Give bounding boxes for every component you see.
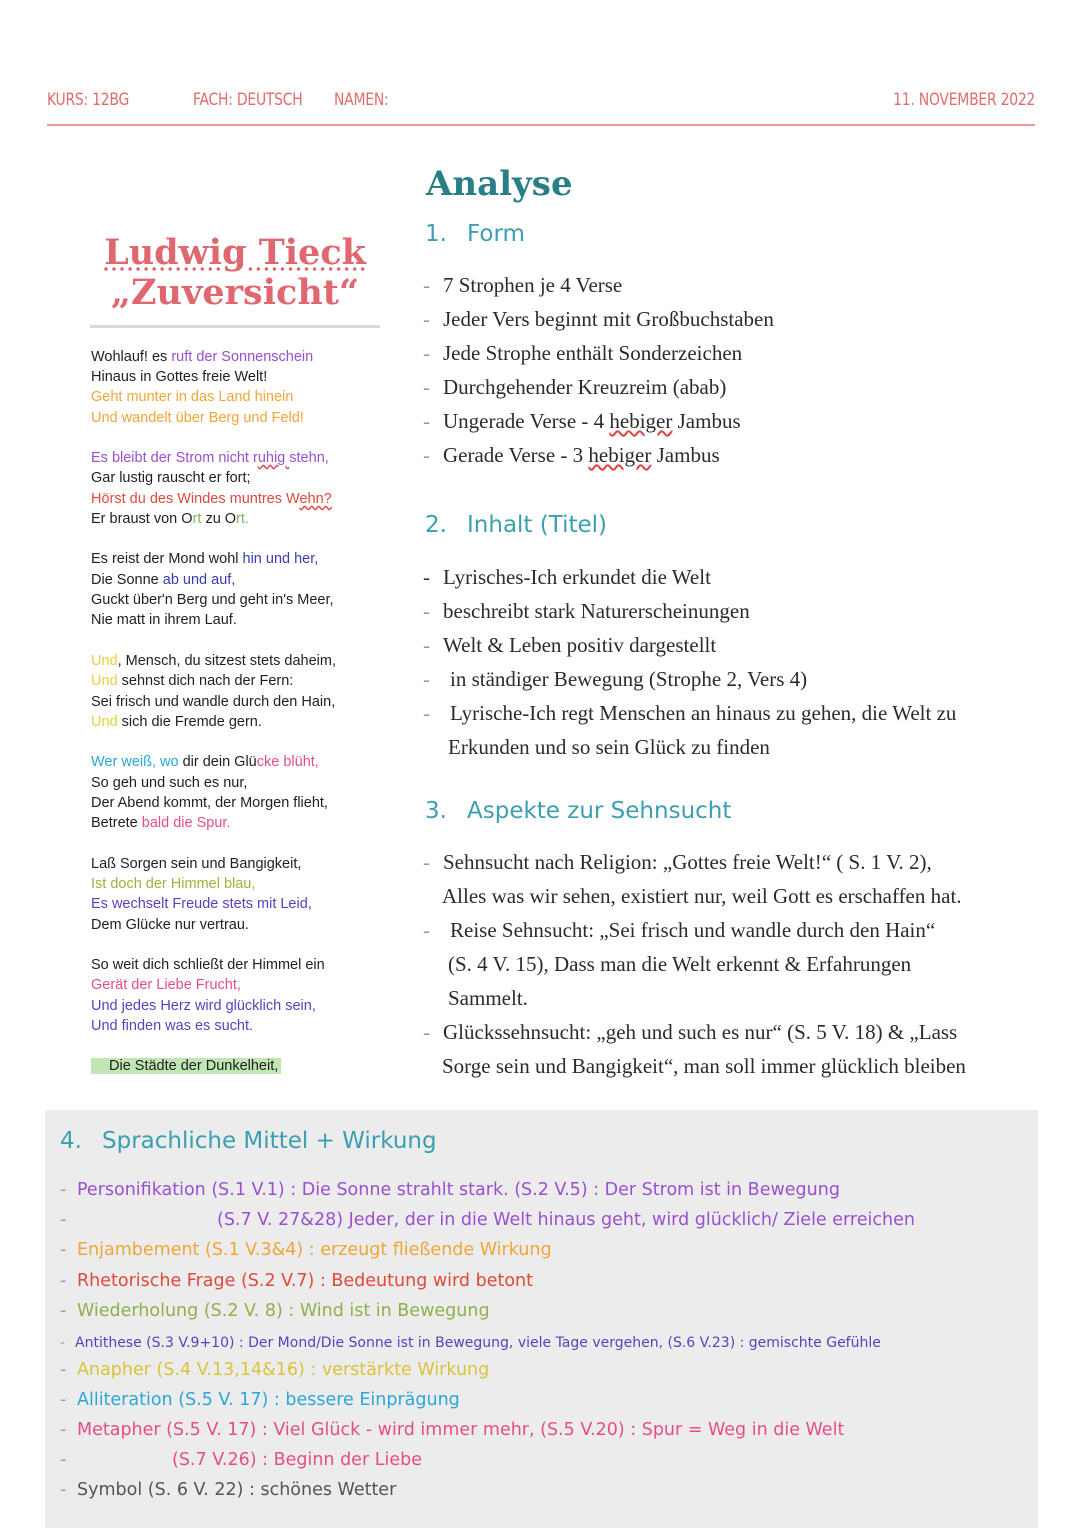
poem-line-3-4: Nie matt in ihrem Lauf. <box>91 612 237 628</box>
course-label: KURS: 12BG <box>47 90 130 110</box>
sehnsucht-item: - Glückssehnsucht: „geh und such es nur“ (S. 5 V. 18) & „Lass <box>423 1020 958 1044</box>
poem-last-line <box>91 1058 281 1074</box>
section-heading-sehnsucht: 3. Aspekte zur Sehnsucht <box>425 798 732 824</box>
form-item: - Jeder Vers beginnt mit Großbuchstaben <box>423 307 774 331</box>
section-heading-inhalt: 2. Inhalt (Titel) <box>425 512 607 538</box>
sehnsucht-item-continued: Sorge sein und Bangigkeit“, man soll immer glücklich bleiben <box>442 1054 966 1078</box>
stylistic-device-item: - Wiederholung (S.2 V. 8) : Wind ist in Bewegung <box>60 1301 490 1321</box>
inhalt-item-continued: Erkunden und so sein Glück zu finden <box>448 735 770 759</box>
poem-line-7-3: Und jedes Herz wird glücklich sein, <box>91 998 316 1014</box>
poem-line-2-2: Gar lustig rauscht er fort; <box>91 470 251 486</box>
stylistic-device-item: - Personifikation (S.1 V.1) : Die Sonne strahlt stark. (S.2 V.5) : Der Strom ist in Bewegung <box>60 1180 840 1200</box>
form-item: - Ungerade Verse - 4 hebiger Jambus <box>423 409 741 433</box>
inhalt-item: - Lyrische-Ich regt Menschen an hinaus zu gehen, die Welt zu <box>423 701 957 725</box>
section-heading-mittel: 4. Sprachliche Mittel + Wirkung <box>60 1128 437 1154</box>
inhalt-item: - Lyrisches-Ich erkundet die Welt <box>423 565 711 589</box>
inhalt-item: - beschreibt stark Naturerscheinungen <box>423 599 750 623</box>
poem-divider <box>90 325 380 328</box>
poem-line-6-4: Dem Glücke nur vertrau. <box>91 917 249 933</box>
poem-line-7-1: So weit dich schließt der Himmel ein <box>91 957 325 973</box>
poem-line-6-2: Ist doch der Himmel blau, <box>91 876 256 892</box>
poem-title: „Zuversicht“ <box>110 272 360 313</box>
poem-line-6-3: Es wechselt Freude stets mit Leid, <box>91 896 312 912</box>
poem-line-5-1: Wer weiß, wo dir dein Glücke blüht, <box>91 754 319 770</box>
stylistic-device-item: - Metapher (S.5 V. 17) : Viel Glück - wird immer mehr, (S.5 V.20) : Spur = Weg in die Welt <box>60 1420 845 1440</box>
names-label: NAMEN: <box>334 90 389 110</box>
section-heading-form: 1. Form <box>425 221 525 247</box>
inhalt-item: - Welt & Leben positiv dargestellt <box>423 633 717 657</box>
poem-line-3-2: Die Sonne ab und auf, <box>91 572 236 588</box>
form-item: - Jede Strophe enthält Sonderzeichen <box>423 341 743 365</box>
poem-line-1-2: Hinaus in Gottes freie Welt! <box>91 369 268 385</box>
sehnsucht-item: - Sehnsucht nach Religion: „Gottes freie Welt!“ ( S. 1 V. 2), <box>423 850 932 874</box>
poem-line-7-2: Gerät der Liebe Frucht, <box>91 977 241 993</box>
poem-line-6-1: Laß Sorgen sein und Bangigkeit, <box>91 856 302 872</box>
poem-line-4-3: Sei frisch und wandle durch den Hain, <box>91 694 336 710</box>
stylistic-device-item: - Enjambement (S.1 V.3&4) : erzeugt fließende Wirkung <box>60 1240 552 1260</box>
form-item: - Gerade Verse - 3 hebiger Jambus <box>423 443 720 467</box>
poem-line-2-1: Es bleibt der Strom nicht ruhig stehn, <box>91 450 329 466</box>
poem-author: Ludwig Tieck <box>104 232 366 273</box>
analysis-title: Analyse <box>426 164 573 204</box>
sehnsucht-item-continued: Alles was wir sehen, existiert nur, weil Gott es erschaffen hat. <box>442 884 962 908</box>
poem-line-5-3: Der Abend kommt, der Morgen flieht, <box>91 795 328 811</box>
poem-line-2-3: Hörst du des Windes muntres Wehn? <box>91 491 332 507</box>
sehnsucht-item: - Reise Sehnsucht: „Sei frisch und wandle durch den Hain“ <box>423 918 936 942</box>
stylistic-device-item: - (S.7 V. 27&28) Jeder, der in die Welt hinaus geht, wird glücklich/ Ziele erreichen <box>60 1210 915 1230</box>
stylistic-device-item: - Alliteration (S.5 V. 17) : bessere Einprägung <box>60 1390 460 1410</box>
poem-line-2-4: Er braust von Ort zu Ort. <box>91 511 249 527</box>
poem-line-3-1: Es reist der Mond wohl hin und her, <box>91 551 319 567</box>
stylistic-device-item: - Rhetorische Frage (S.2 V.7) : Bedeutung wird betont <box>60 1271 533 1291</box>
sehnsucht-item-continued: Sammelt. <box>448 986 528 1010</box>
inhalt-item: - in ständiger Bewegung (Strophe 2, Vers 4) <box>423 667 808 691</box>
page-header <box>47 88 1035 114</box>
sehnsucht-item-continued: (S. 4 V. 15), Dass man die Welt erkennt & Erfahrungen <box>448 952 912 976</box>
form-item: - Durchgehender Kreuzreim (abab) <box>423 375 727 399</box>
header-divider <box>47 124 1035 126</box>
poem-line-5-2: So geh und such es nur, <box>91 775 248 791</box>
stylistic-device-item: - Symbol (S. 6 V. 22) : schönes Wetter <box>60 1480 397 1500</box>
poem-line-4-1: Und, Mensch, du sitzest stets daheim, <box>91 653 337 669</box>
poem-line-4-4: Und sich die Fremde gern. <box>91 714 262 730</box>
stylistic-device-item: - (S.7 V.26) : Beginn der Liebe <box>60 1450 422 1470</box>
stylistic-device-item: - Anapher (S.4 V.13,14&16) : verstärkte Wirkung <box>60 1360 490 1380</box>
poem-line-3-3: Guckt über'n Berg und geht in's Meer, <box>91 592 334 608</box>
poem-line-5-4: Betrete bald die Spur. <box>91 815 231 831</box>
poem-line-1-4: Und wandelt über Berg und Feld! <box>91 410 304 426</box>
poem-line-4-2: Und sehnst dich nach der Fern: <box>91 673 294 689</box>
form-item: - 7 Strophen je 4 Verse <box>423 273 623 297</box>
poem-line-1-3: Geht munter in das Land hinein <box>91 389 294 405</box>
stylistic-device-item: - Antithese (S.3 V.9+10) : Der Mond/Die Sonne ist in Bewegung, viele Tage vergehen, (S.6 V.23) : gemischte Gefühle <box>60 1335 881 1351</box>
highlighted-line: Die Städte der Dunkelheit, <box>91 1058 281 1074</box>
subject-label: FACH: DEUTSCH <box>193 90 303 110</box>
poem-line-7-4: Und finden was es sucht. <box>91 1018 254 1034</box>
poem-line-1-1: Wohlauf! es ruft der Sonnenschein <box>91 349 314 365</box>
date-label: 11. NOVEMBER 2022 <box>893 90 1035 110</box>
